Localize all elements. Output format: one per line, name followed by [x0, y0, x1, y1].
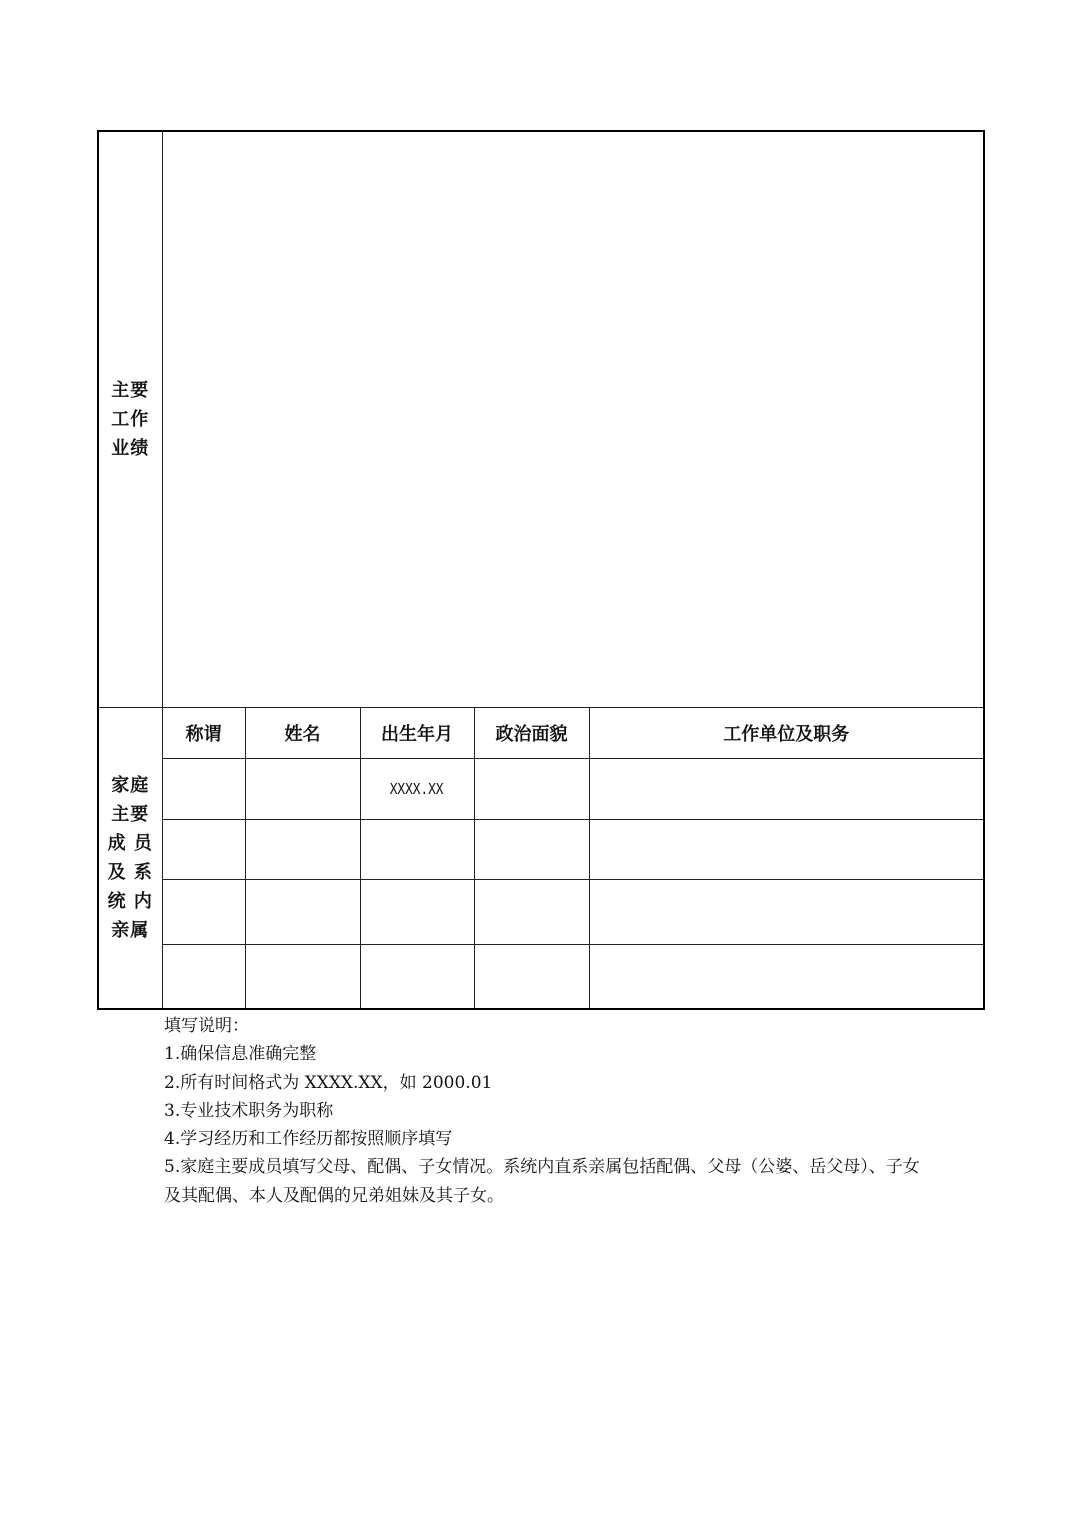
family-label-line: 家庭	[111, 774, 150, 796]
table-row	[98, 758, 984, 819]
birth-date-cell[interactable]	[360, 819, 474, 879]
birth-date-cell[interactable]	[360, 879, 474, 944]
family-label-line: 统 内	[107, 890, 153, 912]
name-cell[interactable]	[245, 944, 360, 1009]
header-name: 姓名	[245, 707, 360, 758]
family-label-line: 成 员	[107, 832, 153, 854]
achievements-content-cell[interactable]	[162, 131, 984, 707]
table-row	[98, 819, 984, 879]
family-label	[98, 707, 162, 1009]
political-status-cell[interactable]	[474, 758, 589, 819]
political-status-cell[interactable]	[474, 879, 589, 944]
fill-instructions	[164, 1012, 924, 1210]
header-workplace-position: 工作单位及职务	[589, 707, 984, 758]
workplace-position-cell[interactable]	[589, 758, 984, 819]
instruction-item: 1.确保信息准确完整	[164, 1044, 317, 1065]
relation-cell[interactable]	[162, 879, 245, 944]
form-table	[97, 130, 985, 1010]
instruction-item: 4.学习经历和工作经历都按照顺序填写	[164, 1129, 453, 1150]
achievements-label-line: 工作	[111, 408, 150, 430]
achievements-label	[98, 131, 162, 707]
relation-cell[interactable]	[162, 944, 245, 1009]
family-label-line: 主要	[111, 803, 150, 825]
workplace-position-cell[interactable]	[589, 879, 984, 944]
birth-date-cell[interactable]	[360, 758, 474, 819]
achievements-label-line: 业绩	[111, 437, 150, 459]
relation-cell[interactable]	[162, 819, 245, 879]
birth-date-cell[interactable]	[360, 944, 474, 1009]
header-birth-date: 出生年月	[360, 707, 474, 758]
achievements-label-line: 主要	[111, 379, 150, 401]
table-row	[98, 944, 984, 1009]
instruction-item: 3.专业技术职务为职称	[164, 1100, 334, 1121]
family-label-line: 及 系	[107, 861, 153, 883]
instruction-item: 5.家庭主要成员填写父母、配偶、子女情况。系统内直系亲属包括配偶、父母（公婆、岳父母）、子女及其配偶、本人及配偶的兄弟姐妹及其子女。	[164, 1157, 920, 1206]
header-political-status: 政治面貌	[474, 707, 589, 758]
header-relation: 称谓	[162, 707, 245, 758]
political-status-cell[interactable]	[474, 944, 589, 1009]
family-label-line: 亲属	[111, 919, 150, 941]
name-cell[interactable]	[245, 879, 360, 944]
instructions-title: 填写说明：	[164, 1016, 249, 1036]
workplace-position-cell[interactable]	[589, 944, 984, 1009]
name-cell[interactable]	[245, 758, 360, 819]
birth-date-value: XXXX.XX	[390, 780, 444, 798]
political-status-cell[interactable]	[474, 819, 589, 879]
instruction-item: 2.所有时间格式为 XXXX.XX，如 2000.01	[164, 1072, 493, 1093]
relation-cell[interactable]	[162, 758, 245, 819]
workplace-position-cell[interactable]	[589, 819, 984, 879]
name-cell[interactable]	[245, 819, 360, 879]
table-row	[98, 879, 984, 944]
